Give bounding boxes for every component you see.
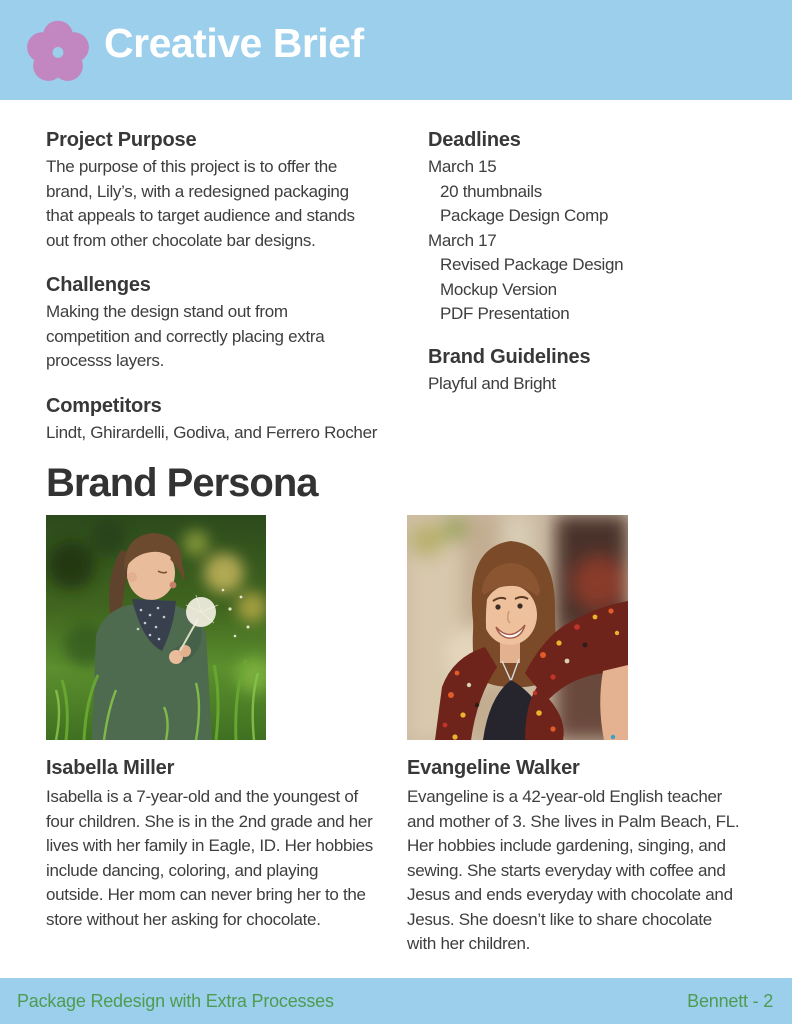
- header-banner: [0, 0, 792, 100]
- deadline-date: March 15: [428, 157, 497, 176]
- competitors-heading: Competitors: [46, 394, 162, 417]
- footer-project-title: Package Redesign with Extra Processes: [17, 990, 334, 1011]
- persona-bio-isabella: Isabella is a 7-year-old and the youngest of four children. She is in the 2nd grade and her lives with her family in Eagle, ID. Her hobbies include dancing, coloring, and playing outside. Her mom can never bring her to the store without her asking for chocolate.: [46, 787, 373, 929]
- deadline-date: March 17: [428, 230, 497, 250]
- persona-evangeline: [407, 755, 779, 957]
- brief-right-column: [428, 128, 758, 396]
- deadline-item: Revised Package Design: [440, 255, 624, 274]
- brand-guidelines-body: Playful and Bright: [428, 373, 556, 393]
- brand-persona-heading: Brand Persona: [46, 461, 318, 505]
- persona-bio-evangeline: Evangeline is a 42-year-old English teacher and mother of 3. She lives in Palm Beach, FL. Her hobbies include gardening, singing, and sewing. She starts everyday with coffee and Jesus and ends everyday with chocolate and Jesus. She doesn’t like to share chocolate with her children.: [407, 787, 740, 953]
- girl-blowing-dandelion-photo: [46, 515, 266, 740]
- challenges-body: Making the design stand out from competition and correctly placing extra processs layers.: [46, 302, 325, 370]
- footer-page-number: Bennett - 2: [687, 990, 773, 1011]
- project-purpose-heading: Project Purpose: [46, 129, 197, 151]
- competitors-body: Lindt, Ghirardelli, Godiva, and Ferrero Rocher: [46, 422, 378, 442]
- smiling-woman-floral-jacket-photo: [407, 515, 628, 740]
- deadline-item: 20 thumbnails: [440, 181, 542, 201]
- persona-isabella: [46, 755, 418, 932]
- persona-name-isabella: Isabella Miller: [46, 757, 175, 779]
- flower-icon: [21, 15, 95, 87]
- deadline-item: PDF Presentation: [440, 304, 570, 323]
- challenges-heading: Challenges: [46, 274, 151, 296]
- project-purpose-body: The purpose of this project is to offer the brand, Lily’s, with a redesigned packaging that appeals to target audience and stands out from other chocolate bar designs.: [46, 157, 355, 250]
- page-title: Creative Brief: [104, 20, 364, 66]
- footer-banner: [0, 978, 792, 1024]
- deadline-item: Package Design Comp: [440, 206, 609, 225]
- persona-name-evangeline: Evangeline Walker: [407, 757, 580, 779]
- deadline-item: Mockup Version: [440, 279, 557, 299]
- brief-left-column: [46, 128, 418, 465]
- deadlines-heading: Deadlines: [428, 129, 521, 151]
- brand-guidelines-heading: Brand Guidelines: [428, 345, 591, 368]
